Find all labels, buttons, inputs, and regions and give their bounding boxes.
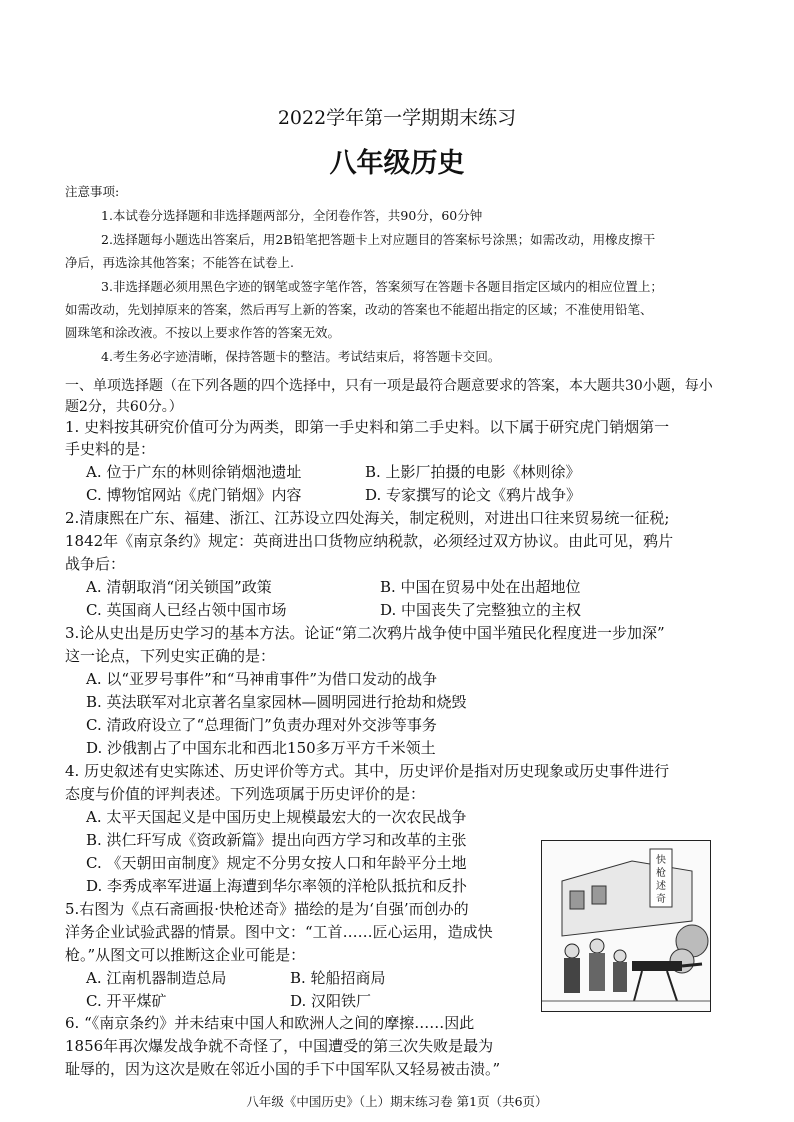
question-6-stem: 耻辱的，因为这次是败在邻近小国的手下中国军队又轻易被击溃。” [65, 1060, 501, 1078]
question-5-stem: 洋务企业试验武器的情景。图中文：“工首……匠心运用，造成快 [65, 923, 493, 941]
question-5-stem: 枪。”从图文可以推断这企业可能是： [65, 946, 306, 964]
illustration-gun-test [541, 840, 711, 1012]
question-2-option-d: D. 中国丧失了完整独立的主权 [380, 601, 582, 619]
question-2-option-c: C. 英国商人已经占领中国市场 [86, 601, 287, 619]
question-5-option-c: C. 开平煤矿 [86, 992, 167, 1010]
page-footer: 八年级《中国历史》（上）期末练习卷 第1页（共6页） [246, 1094, 548, 1109]
question-5-option-b: B. 轮船招商局 [290, 969, 386, 987]
svg-text:述: 述 [656, 881, 666, 892]
question-1-stem: 手史料的是： [65, 440, 156, 458]
svg-text:奇: 奇 [656, 894, 666, 905]
question-1-option-c: C. 博物馆网站《虎门销烟》内容 [86, 486, 302, 504]
question-6-stem: 6. “《南京条约》并未结束中国人和欧洲人之间的摩擦……因此 [65, 1014, 475, 1032]
notice-line: 如需改动，先划掉原来的答案，然后再写上新的答案，改动的答案也不能超出指定的区域；不准使用铅笔、 [65, 302, 653, 317]
question-4-option-d: D. 李秀成率军进逼上海遭到华尔率领的洋枪队抵抗和反扑 [86, 877, 468, 895]
notice-line: 净后，再选涂其他答案；不能答在试卷上. [65, 255, 294, 270]
question-4-stem: 态度与价值的评判表述。下列选项属于历史评价的是： [65, 785, 426, 803]
question-2-stem: 战争后： [65, 555, 126, 573]
notice-line: 3.非选择题必须用黑色字迹的钢笔或签字笔作答，答案须写在答题卡各题目指定区域内的相应位置上； [101, 279, 663, 294]
section-heading: 一、单项选择题（在下列各题的四个选择中，只有一项是最符合题意要求的答案，本大题共30小题，每小 [65, 378, 713, 394]
question-2-option-a: A. 清朝取消“闭关锁国”政策 [86, 578, 272, 596]
exam-title: 2022学年第一学期期末练习 [277, 107, 517, 129]
question-2-stem: 1842年《南京条约》规定：英商进出口货物应纳税款，必须经过双方协议。由此可见，鸦片 [65, 532, 674, 550]
question-3-option-a: A. 以“亚罗号事件”和“马神甫事件”为借口发动的战争 [86, 670, 438, 688]
notice-line: 4.考生务必字迹清晰，保持答题卡的整洁。考试结束后，将答题卡交回。 [101, 349, 501, 364]
svg-text:快: 快 [656, 855, 666, 866]
notice-line: 2.选择题每小题选出答案后，用2B铅笔把答题卡上对应题目的答案标号涂黑；如需改动，用橡皮擦干 [101, 232, 656, 247]
question-3-stem: 3.论从史出是历史学习的基本方法。论证“第二次鸦片战争使中国半殖民化程度进一步加深” [65, 624, 665, 642]
question-1-option-a: A. 位于广东的林则徐销烟池遗址 [86, 463, 302, 481]
question-6-stem: 1856年再次爆发战争就不奇怪了，中国遭受的第三次失败是最为 [65, 1037, 494, 1055]
question-4-stem: 4. 历史叙述有史实陈述、历史评价等方式。其中，历史评价是指对历史现象或历史事件进行 [65, 762, 670, 780]
question-5-option-a: A. 江南机器制造总局 [86, 969, 227, 987]
question-1-option-d: D. 专家撰写的论文《鸦片战争》 [365, 486, 582, 504]
question-3-option-b: B. 英法联军对北京著名皇家园林—圆明园进行抢劫和烧毁 [86, 693, 467, 711]
question-3-option-d: D. 沙俄割占了中国东北和西北150多万平方千米领土 [86, 739, 436, 757]
notice-line: 1.本试卷分选择题和非选择题两部分，全闭卷作答，共90分，60分钟 [101, 208, 483, 223]
question-3-stem: 这一论点，下列史实正确的是： [65, 647, 276, 665]
question-4-option-b: B. 洪仁玕写成《资政新篇》提出向西方学习和改革的主张 [86, 831, 467, 849]
notice-line: 圆珠笔和涂改液。不按以上要求作答的答案无效。 [65, 325, 341, 340]
question-2-option-b: B. 中国在贸易中处在出超地位 [380, 578, 581, 596]
question-2-stem: 2.清康熙在广东、福建、浙江、江苏设立四处海关，制定税则，对进出口往来贸易统一征税; [65, 509, 670, 527]
question-1-option-b: B. 上影厂拍摄的电影《林则徐》 [365, 463, 581, 481]
question-4-option-c: C. 《天朝田亩制度》规定不分男女按人口和年龄平分土地 [86, 854, 467, 872]
section-heading: 题2分，共60分。） [65, 399, 183, 415]
question-1-stem: 1. 史料按其研究价值可分为两类，即第一手史料和第二手史料。以下属于研究虎门销烟第一 [65, 418, 670, 436]
question-5-stem: 5.右图为《点石斋画报·快枪述奇》描绘的是为‘自强’而创办的 [65, 900, 469, 918]
notice-label: 注意事项: [65, 184, 120, 199]
question-3-option-c: C. 清政府设立了“总理衙门”负责办理对外交涉等事务 [86, 716, 437, 734]
question-5-option-d: D. 汉阳铁厂 [290, 992, 372, 1010]
svg-text:枪: 枪 [656, 868, 666, 879]
question-4-option-a: A. 太平天国起义是中国历史上规模最宏大的一次农民战争 [86, 808, 467, 826]
exam-subtitle: 八年级历史 [329, 148, 465, 179]
